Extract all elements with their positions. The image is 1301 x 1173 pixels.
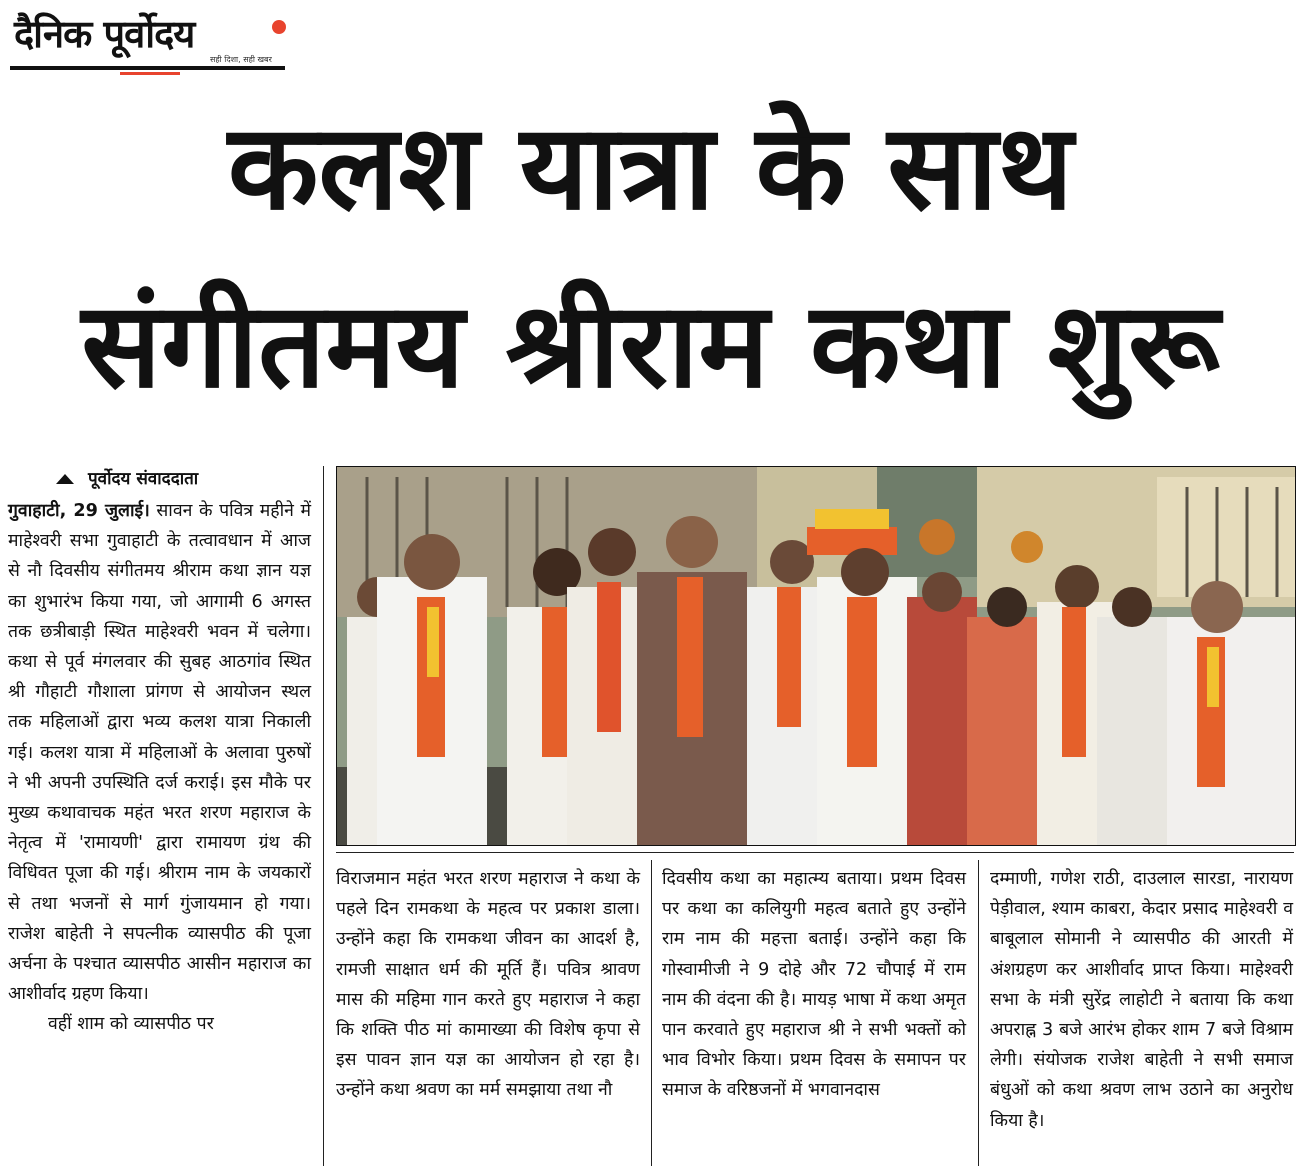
article-paragraph: वहीं शाम को व्यासपीठ पर <box>48 1014 214 1035</box>
column-divider <box>978 860 979 1166</box>
headline-line-2: संगीतमय श्रीराम कथा शुरू <box>81 276 1220 414</box>
article-column-4 <box>990 864 1293 1136</box>
column-divider <box>651 860 652 1166</box>
triangle-icon <box>56 474 74 484</box>
photo-bottom-rule <box>336 852 1294 853</box>
news-photo <box>336 466 1296 846</box>
article-paragraph: विराजमान महंत भरत शरण महाराज ने कथा के पहले दिन रामकथा के महत्व पर प्रकाश डाला। उन्होंने कहा कि रामकथा जीवन का आदर्श है, रामजी साक्षात धर्म की मूर्ति हैं। पवित्र श्रावण मास की महिमा गान करते हुए महाराज ने कहा कि शक्ति पीठ मां कामाख्या की विशेष कृपा से इस पावन ज्ञान यज्ञ का आयोजन हो रहा है। उन्होंने कथा श्रवण का मर्म समझाया तथा नौ <box>336 869 640 1101</box>
headline-line-1: कलश यात्रा के साथ <box>227 98 1074 236</box>
photo-illustration <box>337 467 1295 845</box>
masthead-rule <box>10 66 285 70</box>
masthead-subrule <box>120 72 180 75</box>
article-paragraph: दिवसीय कथा का महात्म्य बताया। प्रथम दिवस पर कथा का कलियुगी महत्व बताते हुए उन्होंने राम नाम की महत्ता बताई। उन्होंने कहा कि गोस्वामीजी ने 9 दोहे और 72 चौपाई में राम नाम की वंदना की है। मायड़ भाषा में कथा अमृत पान करवाते हुए महाराज श्री ने सभी भक्तों को भाव विभोर किया। प्रथम दिवस के समापन पर समाज के वरिष्ठजनों में भगवानदास <box>662 869 966 1101</box>
article-column-3 <box>662 864 966 1106</box>
logo-dot-icon <box>272 20 286 34</box>
column-divider <box>323 466 324 1166</box>
byline <box>56 466 198 489</box>
byline-text: पूर्वोदय संवाददाता <box>88 469 199 489</box>
dateline: गुवाहाटी, 29 जुलाई। <box>8 501 150 521</box>
article-column-2 <box>336 864 640 1106</box>
masthead <box>10 8 285 72</box>
article-paragraph <box>8 496 311 1009</box>
article-column-1 <box>8 496 311 1040</box>
logo-tagline: सही दिशा, सही खबर <box>210 55 272 64</box>
article-paragraph: दम्माणी, गणेश राठी, दाउलाल सारडा, नारायण पेड़ीवाल, श्याम काबरा, केदार प्रसाद माहेश्वरी व बाबूलाल सोमानी ने व्यासपीठ की आरती में अंशग्रहण कर आशीर्वाद प्राप्त किया। माहेश्वरी सभा के मंत्री सुरेंद्र लाहोटी ने बताया कि कथा अपराह्न 3 बजे आरंभ होकर शाम 7 बजे विश्राम लेगी। संयोजक राजेश बाहेती ने सभी समाज बंधुओं को कथा श्रवण लाभ उठाने का अनुरोध किया है। <box>990 869 1293 1131</box>
article-text: सावन के पवित्र महीने में माहेश्वरी सभा गुवाहाटी के तत्वावधान में आज से नौ दिवसीय संगीतमय श्रीराम कथा ज्ञान यज्ञ का शुभारंभ किया गया, जो आगामी 6 अगस्त तक छत्रीबाड़ी स्थित माहेश्वरी भवन में चलेगा। कथा से पूर्व मंगलवार की सुबह आठगांव स्थित श्री गौहाटी गौशाला प्रांगण से आयोजन स्थल तक महिलाओं द्वारा भव्य कलश यात्रा निकाली गई। कलश यात्रा में महिलाओं के अलावा पुरुषों ने भी अपनी उपस्थिति दर्ज कराई। इस मौके पर मुख्य कथावाचक महंत भरत शरण महाराज के नेतृत्व में 'रामायणी' द्वारा रामायण ग्रंथ की विधिवत पूजा की गई। श्रीराम नाम के जयकारों से तथा भजनों से मार्ग गुंजायमान हो गया। राजेश बाहेती ने सपत्नीक व्यासपीठ की पूजा अर्चना के पश्चात व्यासपीठ आसीन महाराज का आशीर्वाद ग्रहण किया। <box>8 501 311 1005</box>
newspaper-logo: दैनिक पूर्वोदय <box>14 12 195 56</box>
